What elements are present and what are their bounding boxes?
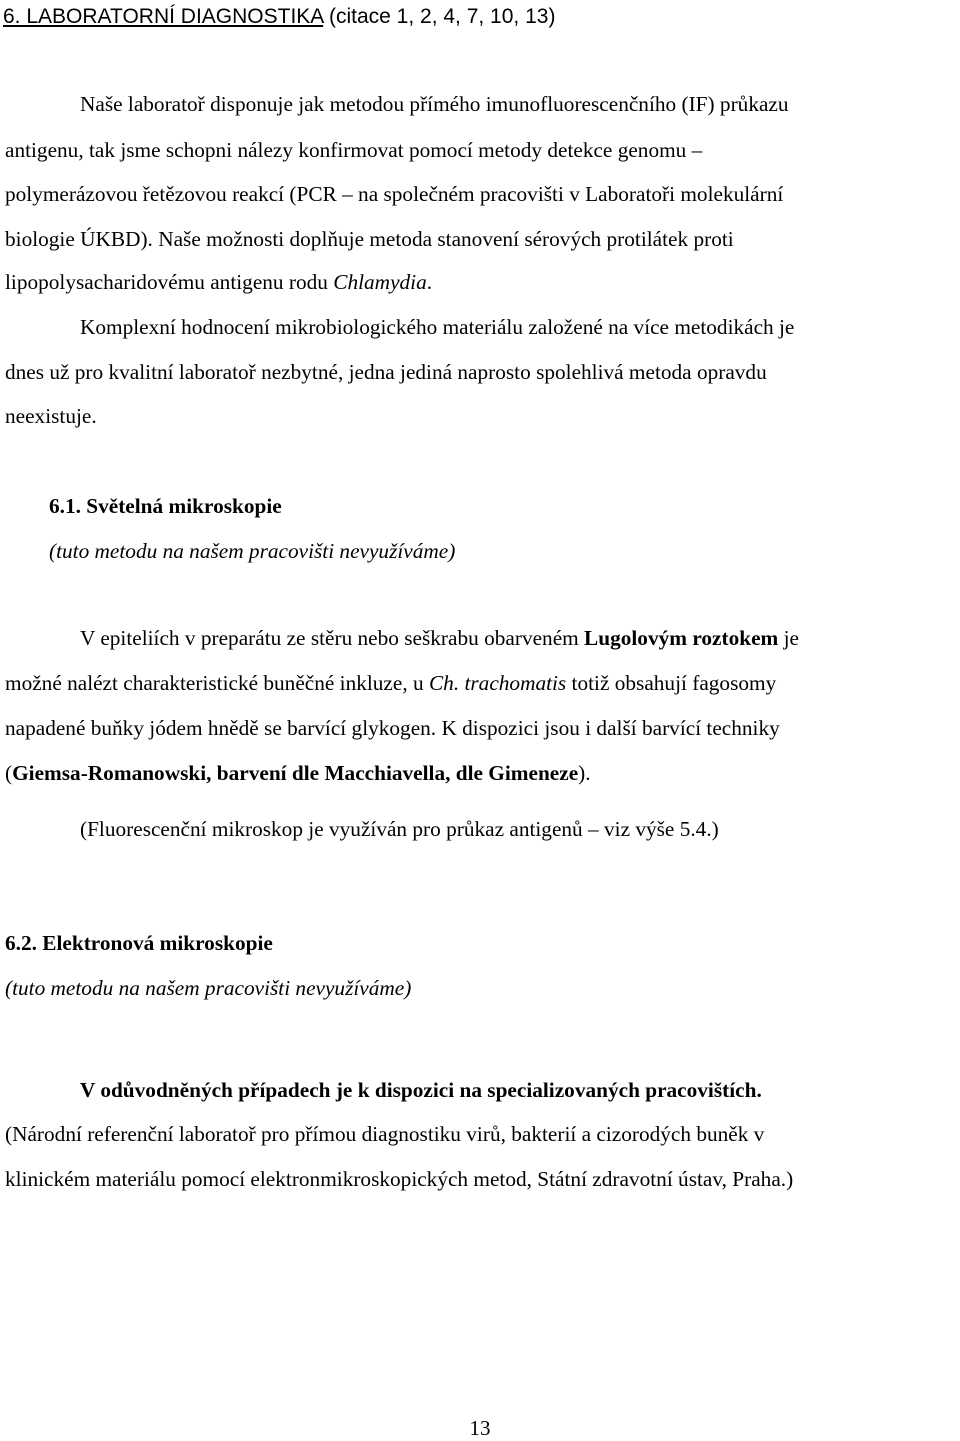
section-1-title: 6.1. Světelná mikroskopie bbox=[49, 494, 282, 518]
chapter-heading bbox=[3, 4, 555, 30]
section-1-note: (tuto metodu na našem pracovišti nevyužíváme) bbox=[49, 539, 456, 563]
intro-p2-line-3: neexistuje. bbox=[5, 404, 97, 428]
section-1-line-3: napadené buňky jódem hnědě se barvící glykogen. K dispozici jsou i další barvící techniky bbox=[5, 716, 780, 740]
section-1-line-4: (Giemsa-Romanowski, barvení dle Macchiavella, dle Gimeneze). bbox=[5, 761, 591, 785]
section-2-line-3: klinickém materiálu pomocí elektronmikroskopických metod, Státní zdravotní ústav, Praha.) bbox=[5, 1167, 794, 1191]
section-2-title: 6.2. Elektronová mikroskopie bbox=[5, 931, 273, 955]
intro-line-1: Naše laboratoř disponuje jak metodou přímého imunofluorescenčního (IF) průkazu bbox=[80, 92, 789, 116]
section-1-line-2: možné nalézt charakteristické buněčné inkluze, u Ch. trachomatis totiž obsahují fagosomy bbox=[5, 671, 777, 695]
staining-techniques: Giemsa-Romanowski, barvení dle Macchiavella, dle Gimeneze bbox=[12, 761, 579, 785]
intro-line-5 bbox=[5, 269, 432, 295]
chapter-citation: (citace 1, 2, 4, 7, 10, 13) bbox=[323, 5, 556, 28]
section-1-line-1: V epiteliích v preparátu ze stěru nebo seškrabu obarveném Lugolovým roztokem je bbox=[80, 626, 799, 650]
section-1-line-5: (Fluorescenční mikroskop je využíván pro průkaz antigenů – viz výše 5.4.) bbox=[80, 817, 719, 841]
intro-line-5-end: . bbox=[426, 270, 433, 294]
section-2-note: (tuto metodu na našem pracovišti nevyužíváme) bbox=[5, 976, 412, 1000]
chapter-title: 6. LABORATORNÍ DIAGNOSTIKA bbox=[3, 5, 324, 28]
lugol-term: Lugolovým roztokem bbox=[584, 626, 779, 650]
section-2-line-2: (Národní referenční laboratoř pro přímou diagnostiku virů, bakterií a cizorodých buněk v bbox=[5, 1122, 765, 1146]
genus-name: Chlamydia bbox=[333, 270, 427, 294]
page-number: 13 bbox=[469, 1416, 491, 1440]
intro-p2-line-2: dnes už pro kvalitní laboratoř nezbytné, jedna jediná naprosto spolehlivá metoda opravdu bbox=[5, 360, 767, 384]
intro-line-5-text: lipopolysacharidovému antigenu rodu bbox=[5, 270, 334, 294]
intro-line-3: polymerázovou řetězovou reakcí (PCR – na společném pracovišti v Laboratoři molekulární bbox=[5, 182, 784, 206]
intro-line-4: biologie ÚKBD). Naše možnosti doplňuje metoda stanovení sérových protilátek proti bbox=[5, 227, 734, 251]
section-2-bold-line: V odůvodněných případech je k dispozici na specializovaných pracovištích. bbox=[80, 1078, 762, 1102]
species-name: Ch. trachomatis bbox=[428, 671, 567, 695]
intro-p2-line-1: Komplexní hodnocení mikrobiologického materiálu založené na více metodikách je bbox=[80, 315, 795, 339]
intro-line-2: antigenu, tak jsme schopni nálezy konfirmovat pomocí metody detekce genomu – bbox=[5, 138, 703, 162]
